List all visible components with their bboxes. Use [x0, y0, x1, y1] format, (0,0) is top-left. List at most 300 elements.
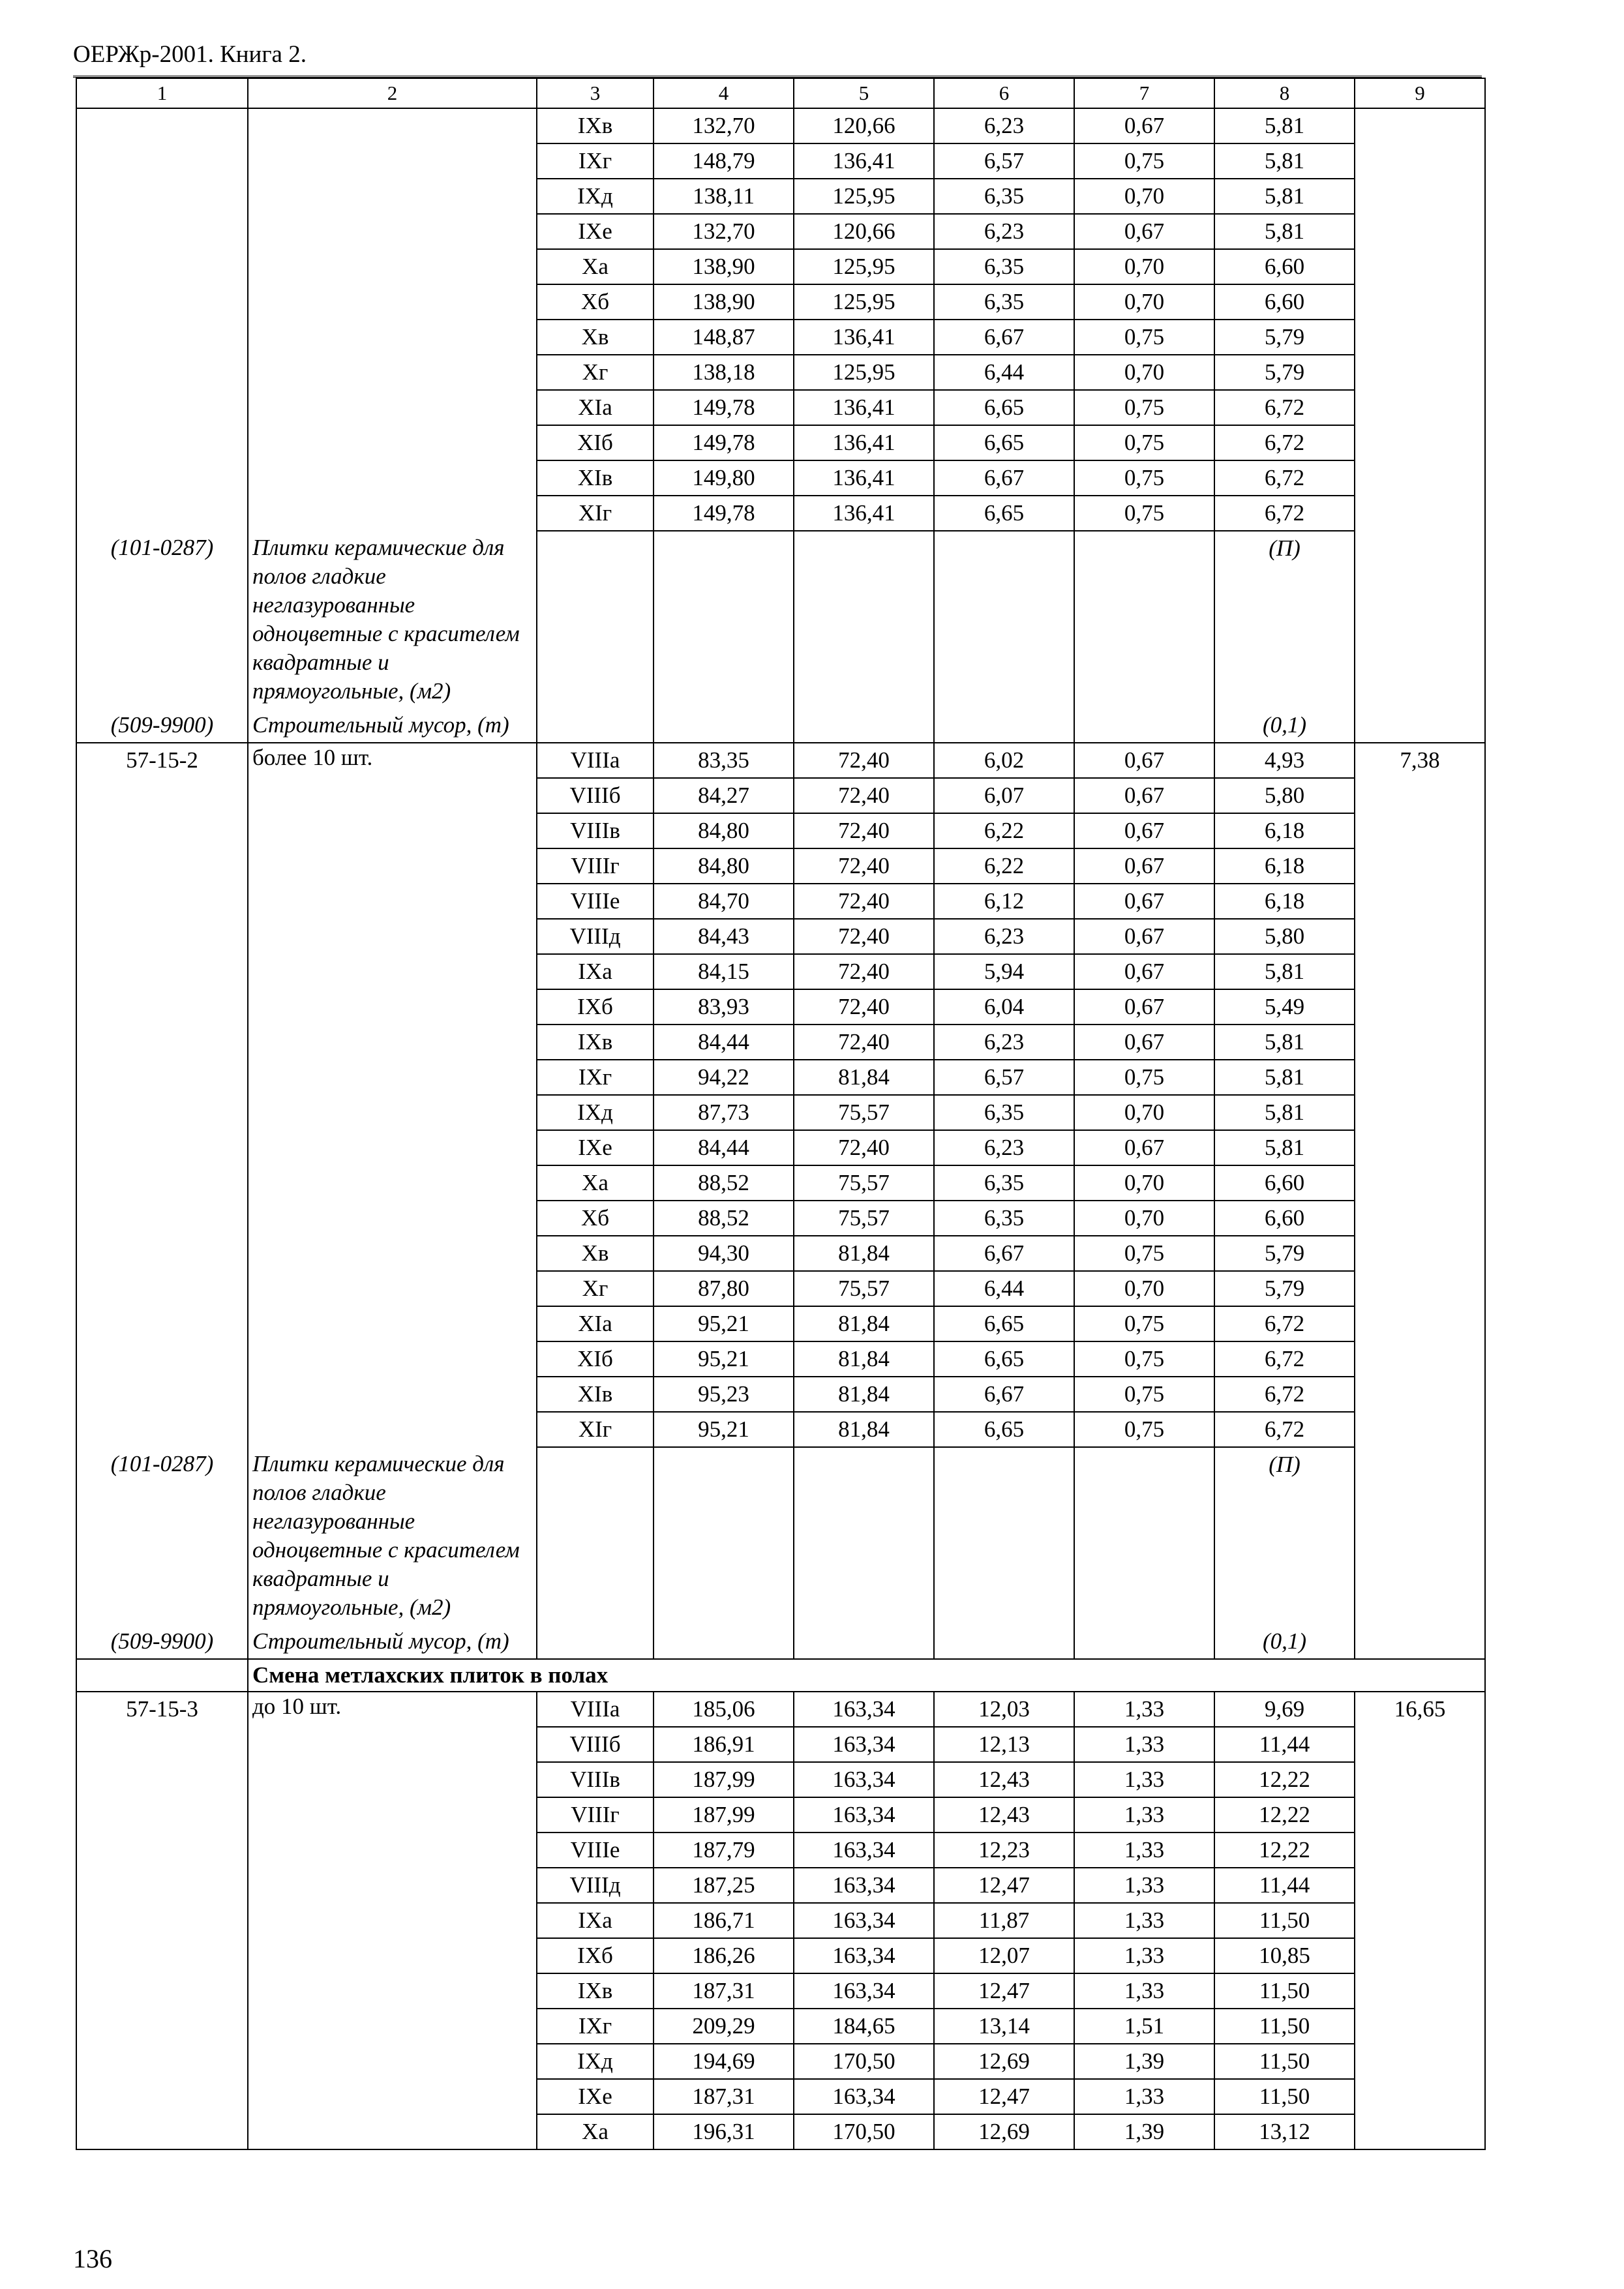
rate-code: [76, 1130, 248, 1165]
price-total: 132,70: [654, 108, 794, 143]
labor-cost: [1355, 1797, 1485, 1833]
price-wages: 72,40: [794, 989, 934, 1025]
price-total: 94,30: [654, 1236, 794, 1271]
empty-cell: [794, 531, 934, 708]
price-materials: 5,81: [1214, 954, 1355, 989]
price-wages: 81,84: [794, 1341, 934, 1377]
price-machines: 6,65: [934, 1306, 1074, 1341]
price-total: 83,93: [654, 989, 794, 1025]
table-row: [76, 496, 1485, 531]
price-materials: 6,60: [1214, 1165, 1355, 1201]
rate-name: [248, 778, 537, 813]
price-machinist-wages: 0,67: [1074, 919, 1214, 954]
rate-name: [248, 1762, 537, 1797]
price-machines: 6,07: [934, 778, 1074, 813]
labor-cost: [1355, 1973, 1485, 2009]
table-row: [76, 1833, 1485, 1868]
price-wages: 81,84: [794, 1412, 934, 1447]
price-total: 95,23: [654, 1377, 794, 1412]
rate-code: [76, 813, 248, 848]
price-total: 84,80: [654, 813, 794, 848]
price-wages: 184,65: [794, 2009, 934, 2044]
price-total: 186,26: [654, 1938, 794, 1973]
price-materials: 11,44: [1214, 1727, 1355, 1762]
price-materials: 11,44: [1214, 1868, 1355, 1903]
price-materials: 5,81: [1214, 1060, 1355, 1095]
rate-code: [76, 1868, 248, 1903]
price-materials: 11,50: [1214, 2009, 1355, 2044]
price-machines: 6,22: [934, 848, 1074, 884]
zone-code: Xa: [537, 249, 654, 284]
labor-cost: 16,65: [1355, 1692, 1485, 1727]
table-row: [76, 1165, 1485, 1201]
price-machines: 6,23: [934, 919, 1074, 954]
price-wages: 163,34: [794, 1973, 934, 2009]
empty-cell: [537, 1447, 654, 1624]
table-row: [76, 1412, 1485, 1447]
price-machines: 6,23: [934, 1025, 1074, 1060]
rate-code: [76, 1271, 248, 1306]
table-row: [76, 919, 1485, 954]
zone-code: VIIIa: [537, 743, 654, 778]
table-row: [76, 1903, 1485, 1938]
price-wages: 136,41: [794, 320, 934, 355]
rate-code: [76, 1412, 248, 1447]
price-total: 187,25: [654, 1868, 794, 1903]
zone-code: XIa: [537, 390, 654, 425]
rate-name: [248, 1060, 537, 1095]
price-materials: 6,72: [1214, 1377, 1355, 1412]
rate-code: [76, 2079, 248, 2114]
price-total: 186,91: [654, 1727, 794, 1762]
price-materials: 5,81: [1214, 108, 1355, 143]
table-row: [76, 778, 1485, 813]
section-row: [76, 1659, 1485, 1692]
price-materials: 11,50: [1214, 2079, 1355, 2114]
material-code: (509-9900): [76, 1624, 248, 1659]
labor-cost: [1355, 1095, 1485, 1130]
rate-code: [76, 284, 248, 320]
rate-name: [248, 1727, 537, 1762]
zone-code: Xв: [537, 320, 654, 355]
price-wages: 136,41: [794, 390, 934, 425]
price-materials: 9,69: [1214, 1692, 1355, 1727]
labor-cost: [1355, 954, 1485, 989]
price-total: 187,79: [654, 1833, 794, 1868]
table-row: [76, 284, 1485, 320]
price-machinist-wages: 0,70: [1074, 355, 1214, 390]
labor-cost: [1355, 2009, 1485, 2044]
price-materials: 6,60: [1214, 1201, 1355, 1236]
price-machines: 12,69: [934, 2114, 1074, 2149]
zone-code: VIIIб: [537, 778, 654, 813]
price-total: 132,70: [654, 214, 794, 249]
table-row: [76, 1236, 1485, 1271]
labor-cost: [1355, 496, 1485, 531]
price-total: 95,21: [654, 1306, 794, 1341]
table-row: [76, 1095, 1485, 1130]
zone-code: Xб: [537, 1201, 654, 1236]
rate-name: [248, 214, 537, 249]
price-wages: 72,40: [794, 1025, 934, 1060]
rate-name: [248, 1797, 537, 1833]
rate-code: [76, 1236, 248, 1271]
empty-cell: [1074, 708, 1214, 743]
material-quantity: (П): [1214, 1447, 1355, 1624]
price-machines: 6,65: [934, 1341, 1074, 1377]
rate-name: более 10 шт.: [248, 743, 537, 778]
price-total: 84,27: [654, 778, 794, 813]
rate-name: [248, 1201, 537, 1236]
rate-name: [248, 813, 537, 848]
price-machinist-wages: 0,70: [1074, 179, 1214, 214]
price-machinist-wages: 1,33: [1074, 1833, 1214, 1868]
price-wages: 163,34: [794, 1938, 934, 1973]
price-wages: 81,84: [794, 1306, 934, 1341]
price-machinist-wages: 0,70: [1074, 1165, 1214, 1201]
rate-code: [76, 954, 248, 989]
price-machines: 12,43: [934, 1797, 1074, 1833]
price-machinist-wages: 0,75: [1074, 390, 1214, 425]
rate-code: [76, 778, 248, 813]
zone-code: VIIIб: [537, 1727, 654, 1762]
zone-code: XIб: [537, 1341, 654, 1377]
price-wages: 81,84: [794, 1377, 934, 1412]
rate-name: [248, 1833, 537, 1868]
empty-cell: [1074, 1447, 1214, 1624]
rate-code: [76, 919, 248, 954]
price-wages: 72,40: [794, 848, 934, 884]
price-machines: 12,43: [934, 1762, 1074, 1797]
rate-code: [76, 1306, 248, 1341]
price-machines: 6,35: [934, 284, 1074, 320]
column-header: 8: [1214, 78, 1355, 108]
rate-code: [76, 460, 248, 496]
zone-code: IXг: [537, 2009, 654, 2044]
price-materials: 6,72: [1214, 390, 1355, 425]
empty-cell: [537, 1624, 654, 1659]
price-machines: 6,23: [934, 214, 1074, 249]
material-code: (101-0287): [76, 1447, 248, 1624]
empty-cell: [76, 1659, 248, 1692]
table-row: [76, 1797, 1485, 1833]
labor-cost: [1355, 320, 1485, 355]
rate-code: [76, 1727, 248, 1762]
price-total: 83,35: [654, 743, 794, 778]
zone-code: IXa: [537, 1903, 654, 1938]
zone-code: Xв: [537, 1236, 654, 1271]
table-row: [76, 390, 1485, 425]
price-machines: 6,44: [934, 355, 1074, 390]
zone-code: IXг: [537, 143, 654, 179]
price-total: 187,99: [654, 1762, 794, 1797]
rate-code: [76, 1973, 248, 2009]
price-machines: 6,65: [934, 390, 1074, 425]
price-machinist-wages: 0,75: [1074, 496, 1214, 531]
price-total: 187,31: [654, 2079, 794, 2114]
price-machinist-wages: 1,33: [1074, 1727, 1214, 1762]
zone-code: VIIIг: [537, 848, 654, 884]
rate-name: [248, 460, 537, 496]
rate-name: [248, 1025, 537, 1060]
material-name: Строительный мусор, (т): [248, 708, 537, 743]
price-total: 138,90: [654, 284, 794, 320]
rate-name: [248, 143, 537, 179]
price-machines: 6,65: [934, 1412, 1074, 1447]
price-machines: 6,65: [934, 496, 1074, 531]
rate-name: [248, 2009, 537, 2044]
price-machines: 6,23: [934, 1130, 1074, 1165]
rate-code: [76, 1797, 248, 1833]
empty-cell: [794, 708, 934, 743]
labor-cost: [1355, 1271, 1485, 1306]
column-header: 5: [794, 78, 934, 108]
zone-code: VIIIг: [537, 1797, 654, 1833]
rate-name: [248, 1377, 537, 1412]
price-machinist-wages: 0,75: [1074, 320, 1214, 355]
price-machinist-wages: 0,67: [1074, 743, 1214, 778]
material-row: [76, 531, 1485, 708]
rate-name: [248, 1903, 537, 1938]
price-wages: 75,57: [794, 1201, 934, 1236]
price-machinist-wages: 0,67: [1074, 848, 1214, 884]
labor-cost: [1355, 1130, 1485, 1165]
price-machines: 6,22: [934, 813, 1074, 848]
table-row: [76, 320, 1485, 355]
zone-code: IXв: [537, 1025, 654, 1060]
zone-code: IXв: [537, 1973, 654, 2009]
price-wages: 136,41: [794, 496, 934, 531]
zone-code: XIг: [537, 1412, 654, 1447]
table-row: [76, 989, 1485, 1025]
rate-name: [248, 179, 537, 214]
table-row: [76, 1868, 1485, 1903]
zone-code: Xг: [537, 1271, 654, 1306]
labor-cost: [1355, 108, 1485, 143]
rate-name: [248, 1271, 537, 1306]
price-total: 84,44: [654, 1025, 794, 1060]
labor-cost: [1355, 989, 1485, 1025]
labor-cost: [1355, 425, 1485, 460]
labor-cost: [1355, 1165, 1485, 1201]
price-machinist-wages: 0,75: [1074, 1412, 1214, 1447]
labor-cost: [1355, 249, 1485, 284]
price-materials: 5,79: [1214, 355, 1355, 390]
rate-name: [248, 954, 537, 989]
labor-cost: [1355, 1938, 1485, 1973]
labor-cost: [1355, 2044, 1485, 2079]
rate-name: [248, 425, 537, 460]
table-row: [76, 1727, 1485, 1762]
rate-name: [248, 108, 537, 143]
material-name: Плитки керамические для полов гладкие неглазурованные одноцветные с красителем квадратные и прямоугольные, (м2): [248, 531, 537, 708]
table-row: [76, 355, 1485, 390]
labor-cost: [1355, 1412, 1485, 1447]
zone-code: IXв: [537, 108, 654, 143]
price-materials: 5,81: [1214, 143, 1355, 179]
price-total: 187,31: [654, 1973, 794, 2009]
empty-cell: [1074, 1624, 1214, 1659]
empty-cell: [654, 1624, 794, 1659]
price-materials: 5,80: [1214, 919, 1355, 954]
column-header: 1: [76, 78, 248, 108]
price-machinist-wages: 0,67: [1074, 989, 1214, 1025]
rate-name: [248, 1938, 537, 1973]
price-total: 196,31: [654, 2114, 794, 2149]
rate-code: [76, 355, 248, 390]
empty-cell: [1355, 531, 1485, 708]
price-wages: 163,34: [794, 1903, 934, 1938]
price-machinist-wages: 0,75: [1074, 1236, 1214, 1271]
zone-code: VIIIв: [537, 1762, 654, 1797]
price-machinist-wages: 1,33: [1074, 1797, 1214, 1833]
price-wages: 75,57: [794, 1271, 934, 1306]
price-materials: 6,60: [1214, 249, 1355, 284]
rate-name: [248, 390, 537, 425]
rate-code: [76, 1060, 248, 1095]
rate-name: [248, 1868, 537, 1903]
price-materials: 5,81: [1214, 214, 1355, 249]
material-name: Строительный мусор, (т): [248, 1624, 537, 1659]
rate-code: [76, 2114, 248, 2149]
labor-cost: [1355, 1060, 1485, 1095]
material-quantity: (0,1): [1214, 1624, 1355, 1659]
price-materials: 6,72: [1214, 496, 1355, 531]
price-total: 194,69: [654, 2044, 794, 2079]
labor-cost: [1355, 1025, 1485, 1060]
price-machinist-wages: 1,39: [1074, 2114, 1214, 2149]
material-row: [76, 1447, 1485, 1624]
table-row: [76, 1306, 1485, 1341]
table-row: [76, 1201, 1485, 1236]
labor-cost: [1355, 355, 1485, 390]
price-total: 138,11: [654, 179, 794, 214]
price-wages: 72,40: [794, 743, 934, 778]
price-materials: 5,79: [1214, 1236, 1355, 1271]
table-row: [76, 954, 1485, 989]
labor-cost: [1355, 460, 1485, 496]
zone-code: IXe: [537, 1130, 654, 1165]
zone-code: VIIIe: [537, 1833, 654, 1868]
price-machinist-wages: 0,67: [1074, 954, 1214, 989]
price-materials: 6,72: [1214, 1412, 1355, 1447]
rate-name: [248, 848, 537, 884]
table-row: [76, 1692, 1485, 1727]
price-machinist-wages: 0,67: [1074, 813, 1214, 848]
rate-name: [248, 1165, 537, 1201]
price-machines: 6,65: [934, 425, 1074, 460]
labor-cost: [1355, 1762, 1485, 1797]
table-row: [76, 1025, 1485, 1060]
rate-code: 57-15-2: [76, 743, 248, 778]
price-total: 95,21: [654, 1412, 794, 1447]
empty-cell: [1355, 708, 1485, 743]
rate-code: [76, 214, 248, 249]
price-machinist-wages: 0,75: [1074, 425, 1214, 460]
price-machinist-wages: 0,67: [1074, 108, 1214, 143]
price-total: 95,21: [654, 1341, 794, 1377]
document-title: ОЕРЖр-2001. Книга 2.: [73, 41, 307, 68]
rate-name: [248, 1236, 537, 1271]
table-row: [76, 1938, 1485, 1973]
price-machinist-wages: 0,70: [1074, 1095, 1214, 1130]
zone-code: IXб: [537, 1938, 654, 1973]
material-code: (509-9900): [76, 708, 248, 743]
price-materials: 11,50: [1214, 1903, 1355, 1938]
rate-code: [76, 496, 248, 531]
column-header: 7: [1074, 78, 1214, 108]
price-machines: 6,57: [934, 1060, 1074, 1095]
price-wages: 120,66: [794, 214, 934, 249]
price-materials: 10,85: [1214, 1938, 1355, 1973]
rate-name: [248, 1412, 537, 1447]
page-header: [73, 38, 1482, 78]
rate-name: [248, 355, 537, 390]
zone-code: IXд: [537, 179, 654, 214]
labor-cost: [1355, 1341, 1485, 1377]
price-machinist-wages: 0,67: [1074, 214, 1214, 249]
rate-name: [248, 320, 537, 355]
table-row: [76, 2114, 1485, 2149]
labor-cost: [1355, 1377, 1485, 1412]
price-wages: 72,40: [794, 919, 934, 954]
price-wages: 136,41: [794, 143, 934, 179]
price-materials: 6,18: [1214, 848, 1355, 884]
rate-code: [76, 1025, 248, 1060]
rate-name: [248, 2044, 537, 2079]
rate-code: [76, 1762, 248, 1797]
rate-name: [248, 1341, 537, 1377]
price-machinist-wages: 0,67: [1074, 884, 1214, 919]
price-total: 88,52: [654, 1165, 794, 1201]
price-materials: 6,72: [1214, 460, 1355, 496]
empty-cell: [934, 1447, 1074, 1624]
rate-code: [76, 884, 248, 919]
price-wages: 81,84: [794, 1236, 934, 1271]
material-code: (101-0287): [76, 531, 248, 708]
price-materials: 5,81: [1214, 1095, 1355, 1130]
price-materials: 5,80: [1214, 778, 1355, 813]
price-total: 87,73: [654, 1095, 794, 1130]
labor-cost: [1355, 1833, 1485, 1868]
table-row: [76, 2009, 1485, 2044]
price-total: 149,80: [654, 460, 794, 496]
empty-cell: [794, 1624, 934, 1659]
price-materials: 5,81: [1214, 1130, 1355, 1165]
price-materials: 5,79: [1214, 320, 1355, 355]
price-total: 148,87: [654, 320, 794, 355]
price-wages: 163,34: [794, 1797, 934, 1833]
table-row: [76, 1762, 1485, 1797]
price-total: 88,52: [654, 1201, 794, 1236]
price-machines: 12,47: [934, 2079, 1074, 2114]
empty-cell: [934, 708, 1074, 743]
table-row: [76, 1130, 1485, 1165]
price-machinist-wages: 1,33: [1074, 1973, 1214, 2009]
rate-name: [248, 919, 537, 954]
rate-code: 57-15-3: [76, 1692, 248, 1727]
zone-code: VIIIa: [537, 1692, 654, 1727]
section-title: Смена метлахских плиток в полах: [248, 1659, 1485, 1692]
price-wages: 81,84: [794, 1060, 934, 1095]
price-machinist-wages: 1,33: [1074, 1692, 1214, 1727]
price-total: 149,78: [654, 390, 794, 425]
zone-code: VIIIe: [537, 884, 654, 919]
material-row: [76, 1624, 1485, 1659]
labor-cost: [1355, 143, 1485, 179]
price-materials: 6,72: [1214, 425, 1355, 460]
price-machinist-wages: 0,70: [1074, 284, 1214, 320]
